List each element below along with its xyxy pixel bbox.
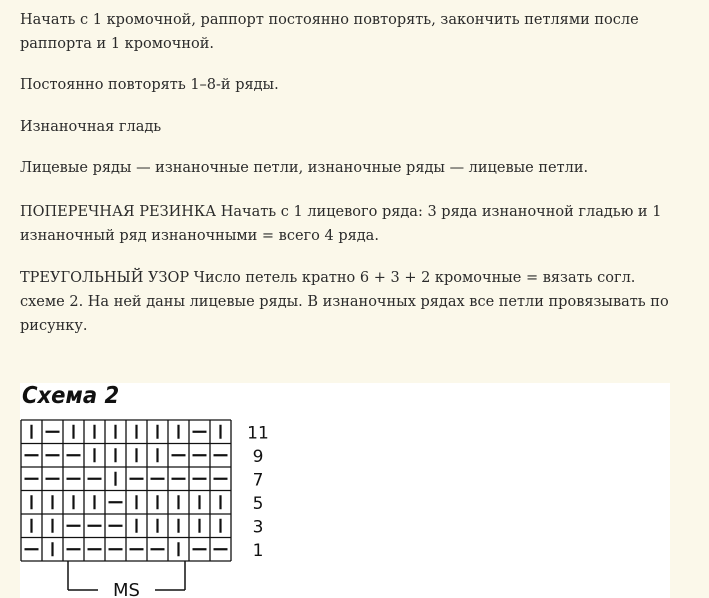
chart-title: Схема 2 [22,383,120,409]
paragraph-purl-stitch-heading: Изнаночная гладь [20,119,162,135]
row-number-label: 7 [252,470,264,491]
paragraph-rapport: Начать с 1 кромочной, раппорт постоянно повторять, закончить петлями после раппорта и 1 кромочной. [20,12,639,52]
chart-grid-lines [21,420,231,561]
paragraph-repeat-rows: Постоянно повторять 1–8-й ряды. [20,77,279,93]
row-number-label: 9 [252,446,264,467]
row-number-label: 1 [252,540,264,561]
paragraph-triangle-pattern: ТРЕУГОЛЬНЫЙ УЗОР Число петель кратно 6 + 3 + 2 кромочные = вязать согл. схеме 2. На ней даны лицевые ряды. В изнаночных рядах все петли провязывать по рисунку. [20,270,669,334]
paragraph-cross-rib: ПОПЕРЕЧНАЯ РЕЗИНКА Начать с 1 лицевого ряда: 3 ряда изнаночной гладью и 1 изнаночный ряд изнаночными = всего 4 ряда. [20,204,662,244]
row-number-label: 5 [252,493,264,514]
paragraph-purl-stitch-desc: Лицевые ряды — изнаночные петли, изнаночные ряды — лицевые петли. [20,160,589,176]
repeat-label: MS [113,580,140,598]
chart-grid [20,383,670,598]
knitting-chart [20,383,670,598]
row-number-label: 3 [252,517,264,538]
row-number-label: 11 [247,423,269,444]
